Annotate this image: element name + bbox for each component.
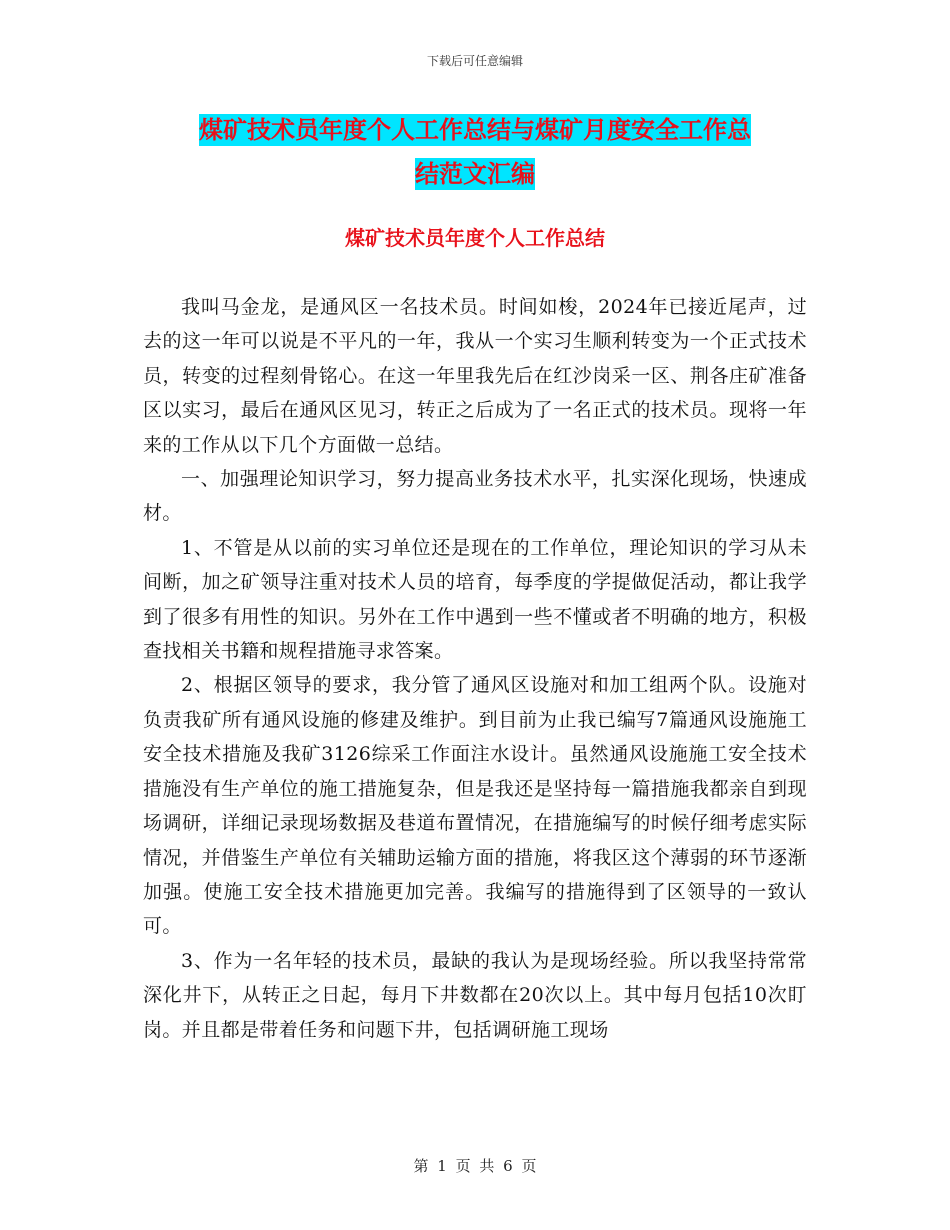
paragraph: 我叫马金龙，是通风区一名技术员。时间如梭，2024年已接近尾声，过去的这一年可以说是不平凡的一年，我从一个实习生顺利转变为一个正式技术员，转变的过程刻骨铭心。在这一年里我先后在红沙岗采一区、荆各庄矿准备区以实习，最后在通风区见习，转正之后成为了一名正式的技术员。现将一年来的工作从以下几个方面做一总结。	[143, 296, 807, 456]
body-text	[143, 290, 807, 1047]
page-header: 下载后可任意编辑	[426, 54, 523, 68]
document-title-line-2: 结范文汇编	[415, 160, 535, 188]
paragraph: 一、加强理论知识学习，努力提高业务技术水平，扎实深化现场，快速成材。	[143, 468, 807, 525]
paragraph: 3、作为一名年轻的技术员，最缺的我认为是现场经验。所以我坚持常常深化井下，从转正之日起，每月下井数都在20次以上。其中每月包括10次盯岗。并且都是带着任务和问题下井，包括调研施工现场	[143, 949, 807, 1041]
document-title-line-1: 煤矿技术员年度个人工作总结与煤矿月度安全工作总	[199, 116, 751, 144]
paragraph: 2、根据区领导的要求，我分管了通风区设施对和加工组两个队。设施对负责我矿所有通风设施的修建及维护。到目前为止我已编写7篇通风设施施工安全技术措施及我矿3126综采工作面注水设计。虽然通风设施施工安全技术措施没有生产单位的施工措施复杂，但是我还是坚持每一篇措施我都亲自到现场调研，详细记录现场数据及巷道布置情况，在措施编写的时候仔细考虑实际情况，并借鉴生产单位有关辅助运输方面的措施，将我区这个薄弱的环节逐渐加强。使施工安全技术措施更加完善。我编写的措施得到了区领导的一致认可。	[143, 674, 807, 938]
document-title	[140, 108, 810, 196]
page-footer: 第 1 页 共 6 页	[413, 1157, 537, 1175]
paragraph: 1、不管是从以前的实习单位还是现在的工作单位，理论知识的学习从未间断，加之矿领导注重对技术人员的培育，每季度的学提做促活动，都让我学到了很多有用性的知识。另外在工作中遇到一些不懂或者不明确的地方，积极查找相关书籍和规程措施寻求答案。	[143, 536, 807, 663]
section-title: 煤矿技术员年度个人工作总结	[345, 226, 605, 250]
